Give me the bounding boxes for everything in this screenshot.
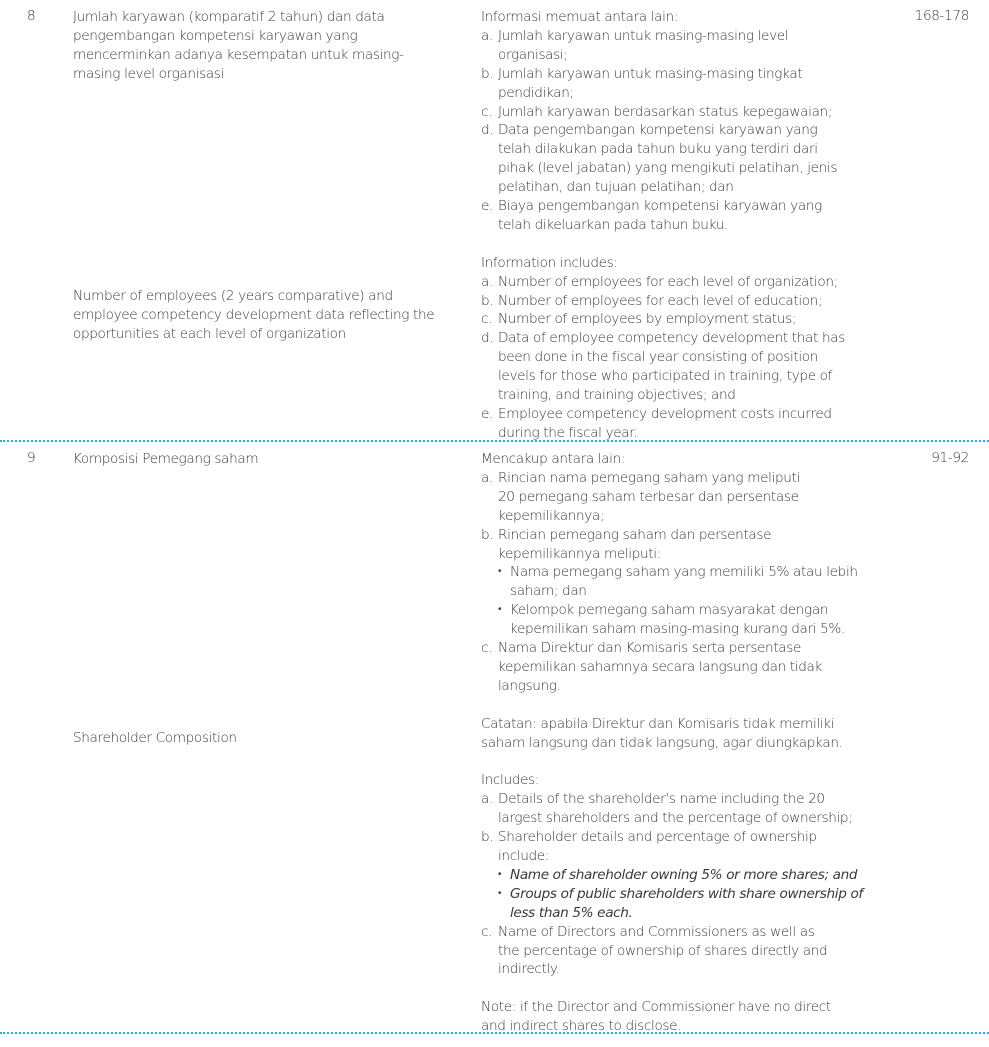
note-line-en: Note: if the Director and Commissioner have no direct <box>481 999 831 1016</box>
row-divider <box>0 1032 989 1034</box>
explanation-item-d: d. Data pengembangan kompetensi karyawan yang telah dilakukan pada tahun buku yang terdiri dari pihak (level jabatan) yang mengikuti pelatihan, jenis pelatihan, dan tujuan pelatihan; dan <box>481 122 838 196</box>
explanation-indonesian <box>481 8 891 443</box>
page-reference: 168-178 <box>914 8 969 24</box>
criteria-line: masing level organisasi <box>73 65 224 82</box>
bullet-item: • Name of shareholder owning 5% or more shares; and <box>498 866 858 883</box>
table-row-9 <box>0 450 989 1035</box>
row-number: 8 <box>27 8 36 24</box>
table-row-8 <box>0 8 989 441</box>
explanation-intro-en: Information includes: <box>481 254 618 271</box>
note-line: saham langsung dan tidak langsung, agar diungkapkan. <box>481 734 843 751</box>
explanation-item-a: a. Jumlah karyawan untuk masing-masing level organisasi; <box>481 27 789 63</box>
explanation-item-e: e. Biaya pengembangan kompetensi karyawan yang telah dikeluarkan pada tahun buku. <box>481 198 822 233</box>
criteria-line: employee competency development data reflecting the <box>73 306 435 323</box>
bullet-item: • Nama pemegang saham yang memiliki 5% atau lebih saham; dan <box>498 564 858 600</box>
bullet-item: • Kelompok pemegang saham masyarakat dengan kepemilikan saham masing-masing kurang dari 5%. <box>498 602 845 638</box>
explanation-item-b: b. Jumlah karyawan untuk masing-masing tingkat pendidikan; <box>481 65 803 101</box>
explanation-item-a-en: a. Number of employees for each level of organization; <box>481 273 838 290</box>
criteria-english <box>73 287 468 344</box>
row-divider <box>0 440 989 442</box>
explanation-item-a: a. Rincian nama pemegang saham yang meliputi 20 pemegang saham terbesar dan persentase kepemilikannya; <box>481 469 800 524</box>
explanation-item-c: c. Nama Direktur dan Komisaris serta persentase kepemilikan sahamnya secara langsung dan tidak langsung. <box>481 640 823 694</box>
criteria-line: pengembangan kompetensi karyawan yang <box>73 27 358 44</box>
criteria-line: Jumlah karyawan (komparatif 2 tahun) dan data <box>73 9 385 25</box>
explanation-item-b-en: b. Number of employees for each level of education; <box>481 292 823 309</box>
explanation-intro: Mencakup antara lain: <box>481 451 626 467</box>
criteria-line: Shareholder Composition <box>73 730 237 746</box>
explanation-item-e-en: e. Employee competency development costs incurred during the fiscal year. <box>481 406 832 441</box>
explanation-item-a-en: a. Details of the shareholder's name including the 20 largest shareholders and the percentage of ownership; <box>481 791 853 827</box>
criteria-line: Komposisi Pemegang saham <box>73 451 259 467</box>
criteria-line: Number of employees (2 years comparative) and <box>73 288 393 304</box>
criteria-indonesian <box>73 450 468 469</box>
explanation-item-d-en: d. Data of employee competency development that has been done in the fiscal year consisting of position levels for those who participated in training, type of training, and training objectives; and <box>481 330 845 404</box>
explanation-block <box>481 450 891 1036</box>
row-number: 9 <box>27 450 36 466</box>
page-reference: 91-92 <box>931 450 969 466</box>
explanation-intro-en: Includes: <box>481 772 539 789</box>
explanation-item-b: b. Rincian pemegang saham dan persentase kepemilikannya meliputi: <box>481 526 772 562</box>
note-line: Catatan: apabila Direktur dan Komisaris tidak memiliki <box>481 715 835 732</box>
criteria-english <box>73 729 468 748</box>
explanation-item-b-en: b. Shareholder details and percentage of ownership include: <box>481 829 817 864</box>
explanation-intro: Informasi memuat antara lain: <box>481 9 679 25</box>
explanation-item-c: c. Jumlah karyawan berdasarkan status kepegawaian; <box>481 103 833 120</box>
bullet-item: • Groups of public shareholders with share ownership of less than 5% each. <box>498 885 863 921</box>
criteria-line: mencerminkan adanya kesempatan untuk masing- <box>73 46 404 63</box>
criteria-line: opportunities at each level of organization <box>73 325 346 342</box>
note-line-en: and indirect shares to disclose. <box>481 1018 682 1035</box>
explanation-item-c-en: c. Name of Directors and Commissioners as well as the percentage of ownership of shares directly and indirectly. <box>481 923 828 978</box>
explanation-item-c-en: c. Number of employees by employment status; <box>481 311 797 328</box>
criteria-indonesian <box>73 8 468 84</box>
